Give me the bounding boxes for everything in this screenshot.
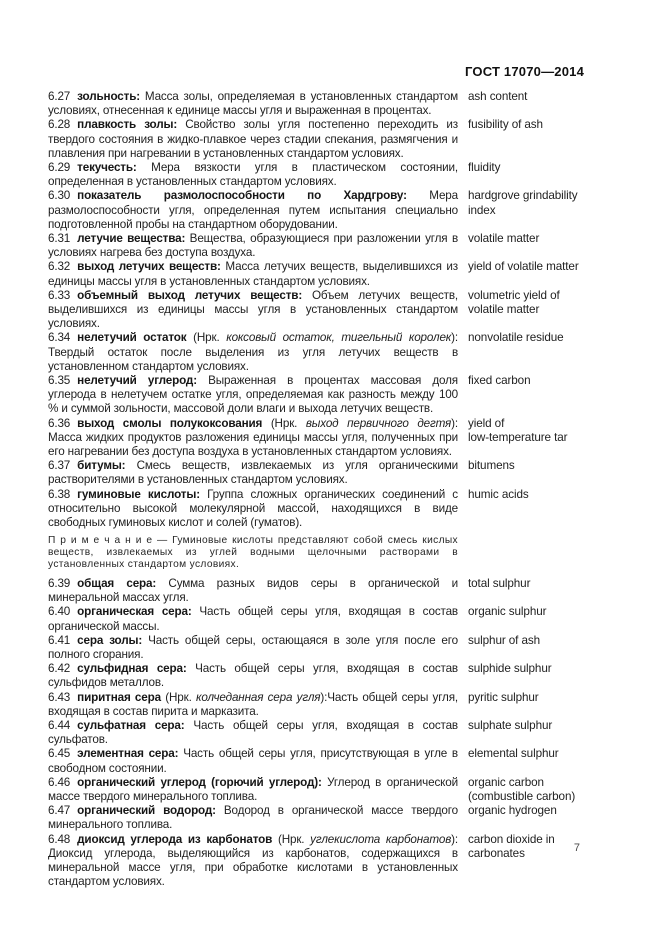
definition-segment: выход летучих веществ: bbox=[77, 260, 221, 274]
definition-segment: зольность: bbox=[77, 90, 140, 103]
definition-segment: объемный выход летучих веществ: bbox=[77, 288, 303, 302]
term-english bbox=[468, 161, 590, 175]
term-english bbox=[468, 605, 590, 619]
definition-segment: органический водород: bbox=[77, 804, 216, 818]
english-term-line: volatile matter bbox=[468, 232, 540, 246]
term-entry bbox=[48, 634, 590, 662]
definition-segment: Масса летучих веществ, выделившихся из единицы массы угля в установленных стандартом условиях. bbox=[48, 260, 458, 288]
term-english bbox=[468, 719, 590, 733]
term-definition-ru bbox=[48, 634, 458, 662]
english-term-line: bitumens bbox=[468, 459, 515, 473]
term-entry bbox=[48, 776, 590, 804]
term-number: 6.31 bbox=[48, 232, 71, 246]
term-entry bbox=[48, 488, 590, 531]
definition-segment: ): Диоксид углерода, выделяющийся из карбонатов, содержащихся в минеральной массе угля, при обработке кислотами в установленных стандартом условиях. bbox=[48, 832, 458, 889]
term-definition-ru bbox=[48, 605, 458, 633]
term-entry bbox=[48, 691, 590, 719]
term-definition-ru bbox=[48, 804, 458, 832]
definition-segment: Мера размолоспособности угля, определенная путем испытания специально подготовленной пробы на стандартном оборудовании. bbox=[48, 189, 458, 231]
term-entry bbox=[48, 459, 590, 487]
english-term-line: volumetric yield of bbox=[468, 288, 560, 302]
term-english bbox=[468, 747, 590, 761]
term-definition-ru bbox=[48, 161, 458, 189]
english-term-line: low-temperature tar bbox=[468, 430, 568, 444]
definition-segment: ):Часть общей серы угля, входящая в состав пирита и марказита. bbox=[48, 690, 459, 718]
term-number: 6.47 bbox=[48, 804, 71, 818]
english-term-line: organic sulphur bbox=[468, 605, 547, 619]
term-definition-ru bbox=[48, 289, 458, 332]
english-term-line: ash content bbox=[468, 90, 528, 103]
term-number: 6.41 bbox=[48, 633, 71, 647]
definition-segment: Часть общей серы угля, входящая в состав сульфатов. bbox=[48, 719, 458, 747]
note-row bbox=[48, 530, 590, 577]
term-number: 6.38 bbox=[48, 487, 71, 501]
term-entry bbox=[48, 804, 590, 832]
definition-segment: Смесь веществ, извлекаемых из угля органическими растворителями в установленных стандартом условиях. bbox=[48, 459, 458, 487]
definition-segment: битумы: bbox=[77, 459, 126, 473]
definition-segment: (Нрк. bbox=[186, 331, 227, 345]
definition-segment: Группа сложных органических соединений с относительно высокой молекулярной массой, находящихся в виде свободных гуминовых кислот и солей (гуматов). bbox=[48, 487, 458, 530]
definition-segment: сульфидная сера: bbox=[77, 662, 187, 676]
term-definition-ru bbox=[48, 577, 458, 605]
term-entry bbox=[48, 662, 590, 690]
english-term-line: fluidity bbox=[468, 161, 501, 175]
term-entry bbox=[48, 161, 590, 189]
term-number: 6.36 bbox=[48, 416, 71, 430]
term-number: 6.37 bbox=[48, 459, 71, 473]
term-definition-ru bbox=[48, 260, 458, 288]
english-term-line: elemental sulphur bbox=[468, 747, 559, 761]
term-english bbox=[468, 331, 590, 345]
definition-segment: элементная сера: bbox=[77, 747, 179, 761]
english-term-line: sulphide sulphur bbox=[468, 662, 552, 676]
term-definition-ru bbox=[48, 459, 458, 487]
term-number: 6.46 bbox=[48, 775, 71, 789]
term-definition-ru bbox=[48, 118, 458, 161]
definition-segment: Часть общей серы угля, присутствующая в угле в свободном состоянии. bbox=[48, 747, 458, 775]
term-english bbox=[468, 662, 590, 676]
term-number: 6.34 bbox=[48, 331, 71, 345]
term-number: 6.33 bbox=[48, 288, 71, 302]
definition-segment: выход первичного дегтя bbox=[305, 416, 452, 430]
definition-segment: Вещества, образующиеся при разложении угля в условиях нагрева без доступа воздуха. bbox=[48, 232, 459, 260]
definition-segment: сера золы: bbox=[77, 633, 143, 647]
term-english bbox=[468, 459, 590, 473]
definition-segment: Масса золы, определяемая в установленных стандартом условиях, отнесенная к единице массы угля и выраженная в процентах. bbox=[48, 90, 458, 118]
term-number: 6.48 bbox=[48, 832, 71, 846]
term-definition-ru bbox=[48, 691, 458, 719]
term-number: 6.45 bbox=[48, 747, 71, 761]
term-number: 6.39 bbox=[48, 577, 71, 591]
definition-segment: Углерод в органической массе твердого минерального топлива. bbox=[48, 775, 458, 804]
definition-segment: коксовый остаток, тигельный королек bbox=[226, 331, 452, 345]
term-definition-ru bbox=[48, 662, 458, 690]
term-definition-ru bbox=[48, 232, 458, 260]
english-term-line: volatile matter bbox=[468, 303, 540, 317]
term-entry bbox=[48, 289, 590, 332]
term-definition-ru bbox=[48, 776, 458, 804]
term-entry bbox=[48, 232, 590, 260]
term-definition-ru bbox=[48, 331, 458, 374]
definition-segment: органический углерод (горючий углерод): bbox=[77, 775, 322, 789]
term-english bbox=[468, 488, 590, 502]
term-english bbox=[468, 232, 590, 246]
term-english bbox=[468, 90, 590, 104]
english-term-line: index bbox=[468, 203, 496, 217]
english-term-line: carbonates bbox=[468, 846, 525, 860]
english-term-line: carbon dioxide in bbox=[468, 832, 555, 846]
english-term-line: humic acids bbox=[468, 487, 529, 501]
term-definition-ru bbox=[48, 417, 458, 460]
term-entry bbox=[48, 90, 590, 118]
english-term-line: fusibility of ash bbox=[468, 118, 543, 132]
term-definition-ru bbox=[48, 189, 458, 232]
term-number: 6.42 bbox=[48, 662, 71, 676]
note-text: П р и м е ч а н и е — Гуминовые кислоты представляют собой смесь кислых веществ, извлекаемых из углей водными щелочными растворами в установленных стандартом условиях. bbox=[48, 535, 458, 571]
english-term-line: pyritic sulphur bbox=[468, 690, 539, 704]
definition-segment: плавкость золы: bbox=[77, 118, 178, 132]
english-term-line: organic carbon bbox=[468, 775, 544, 789]
definition-segment: Часть общей серы угля, входящая в состав органической массы. bbox=[48, 605, 458, 633]
definition-segment: сульфатная сера: bbox=[77, 719, 185, 733]
term-number: 6.32 bbox=[48, 260, 71, 274]
term-english bbox=[468, 118, 590, 132]
term-entry bbox=[48, 118, 590, 161]
definition-segment: Свойство золы угля постепенно переходить из твердого состояния в жидко-плавкое через стадии спекания, размягчения и плавления при нагревании в установленных стандартом условиях. bbox=[48, 118, 458, 160]
term-definition-ru bbox=[48, 719, 458, 747]
term-entry bbox=[48, 747, 590, 775]
definition-segment: органическая сера: bbox=[77, 605, 192, 619]
term-number: 6.27 bbox=[48, 90, 71, 103]
english-term-line: sulphate sulphur bbox=[468, 719, 553, 733]
term-number: 6.35 bbox=[48, 374, 71, 388]
term-english bbox=[468, 634, 590, 648]
definition-segment: ): Твердый остаток после выделения из угля летучих веществ в установленном стандартом условиях. bbox=[48, 331, 459, 373]
definition-segment: нелетучий остаток bbox=[77, 331, 187, 345]
english-term-line: hardgrove grindability bbox=[468, 189, 578, 203]
term-definition-ru bbox=[48, 488, 458, 531]
definition-segment: Выраженная в процентах массовая доля углерода в нелетучем остатке угля, определяемая как разность между 100 % и суммой зольности, массовой доли влаги и выхода летучих веществ. bbox=[48, 374, 458, 416]
term-english bbox=[468, 260, 590, 274]
terms-list bbox=[48, 90, 590, 889]
definition-segment: углекислота карбонатов bbox=[310, 832, 452, 846]
definition-segment: диоксид углерода из карбонатов bbox=[77, 832, 273, 846]
term-entry bbox=[48, 605, 590, 633]
term-entry bbox=[48, 260, 590, 288]
english-term-line: organic hydrogen bbox=[468, 804, 557, 818]
term-number: 6.30 bbox=[48, 189, 71, 203]
definition-segment: (Нрк. bbox=[272, 832, 311, 846]
definition-segment: Сумма разных видов серы в органической и минеральной массах угля. bbox=[48, 577, 458, 605]
english-term-line: fixed carbon bbox=[468, 374, 531, 388]
definition-segment: гуминовые кислоты: bbox=[77, 487, 200, 501]
english-term-line: total sulphur bbox=[468, 577, 531, 591]
definition-segment: общая сера: bbox=[77, 577, 157, 591]
definition-segment: летучие вещества: bbox=[77, 232, 186, 246]
term-entry bbox=[48, 577, 590, 605]
definition-segment: нелетучий углерод: bbox=[77, 374, 197, 388]
definition-segment: пиритная сера bbox=[77, 690, 161, 704]
term-english bbox=[468, 374, 590, 388]
definition-segment: показатель размолоспособности по Хардгрову: bbox=[77, 189, 407, 203]
page-footer bbox=[48, 842, 580, 854]
english-term-line: nonvolatile residue bbox=[468, 331, 564, 345]
definition-segment: выход смолы полукоксования bbox=[77, 416, 263, 430]
term-english bbox=[468, 804, 590, 818]
term-entry bbox=[48, 331, 590, 374]
definition-segment: (Нрк. bbox=[160, 690, 197, 704]
term-number: 6.43 bbox=[48, 690, 71, 704]
page-number: 7 bbox=[573, 842, 580, 854]
term-entry bbox=[48, 374, 590, 417]
english-term-line: yield of volatile matter bbox=[468, 260, 579, 274]
term-entry bbox=[48, 189, 590, 232]
definition-segment: колчеданная сера угля bbox=[196, 690, 321, 704]
term-definition-ru bbox=[48, 374, 458, 417]
definition-segment: Часть общей серы, остающаяся в золе угля после его полного сгорания. bbox=[48, 633, 458, 662]
term-number: 6.29 bbox=[48, 161, 71, 175]
term-english bbox=[468, 189, 590, 217]
definition-segment: (Нрк. bbox=[262, 416, 306, 430]
term-entry bbox=[48, 719, 590, 747]
term-entry bbox=[48, 417, 590, 460]
definition-segment: Объем летучих веществ, выделившихся из единицы массы угля в установленных стандартом условиях. bbox=[48, 288, 459, 331]
standard-number: ГОСТ 17070—2014 bbox=[465, 64, 584, 79]
term-definition-ru bbox=[48, 90, 458, 118]
term-definition-ru bbox=[48, 747, 458, 775]
definition-segment: Мера вязкости угля в пластическом состоянии, определенная в установленных стандартом условиях. bbox=[48, 161, 458, 189]
english-term-line: (combustible carbon) bbox=[468, 790, 576, 804]
definition-segment: ): Масса жидких продуктов разложения единицы массы угля, полученных при его нагревании без доступа воздуха в установленных стандартом условиях. bbox=[48, 416, 458, 459]
term-number: 6.44 bbox=[48, 719, 71, 733]
term-english bbox=[468, 417, 590, 445]
definition-segment: текучесть: bbox=[77, 161, 137, 175]
term-english bbox=[468, 577, 590, 591]
english-term-line: sulphur of ash bbox=[468, 633, 541, 647]
definition-segment: Водород в органической массе твердого минерального топлива. bbox=[48, 804, 458, 832]
english-term-line: yield of bbox=[468, 416, 505, 430]
term-number: 6.40 bbox=[48, 605, 71, 619]
page-header bbox=[48, 64, 584, 79]
term-english bbox=[468, 289, 590, 317]
definition-segment: Часть общей серы угля, входящая в состав сульфидов металлов. bbox=[48, 662, 458, 690]
term-english bbox=[468, 691, 590, 705]
term-english bbox=[468, 776, 590, 804]
term-number: 6.28 bbox=[48, 118, 71, 132]
